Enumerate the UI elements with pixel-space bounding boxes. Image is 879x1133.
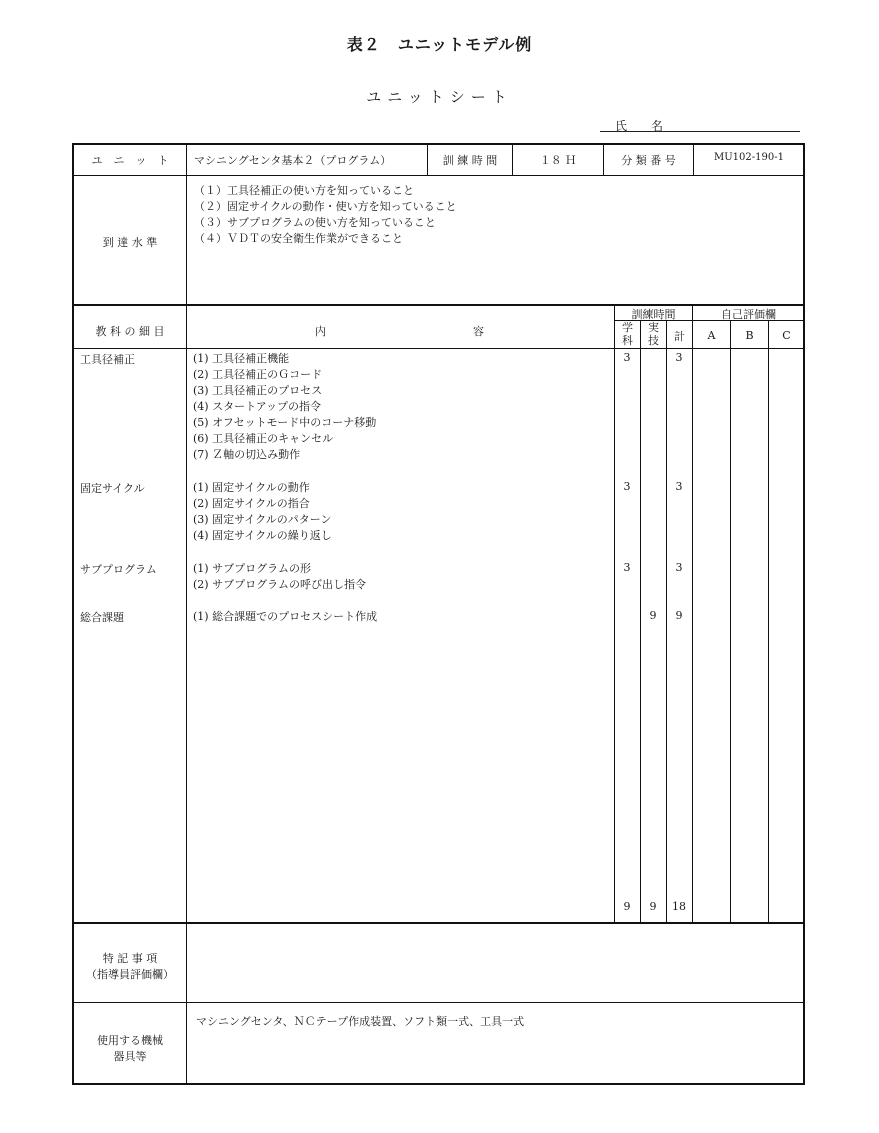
subject-content-list: [193, 561, 366, 593]
subject-content-list: [193, 609, 377, 625]
content-item: (5) オフセットモード中のコーナ移動: [193, 416, 377, 429]
eval-a-header: A: [707, 329, 716, 342]
content-item: (3) 工具径補正のプロセス: [193, 384, 323, 397]
theory-hours: 3: [623, 480, 631, 493]
practice-header-2: 技: [648, 334, 659, 347]
total-practice-hours: 9: [649, 900, 657, 913]
practice-header: [641, 321, 666, 347]
achievement-item: （１）工具径補正の使い方を知っていること: [194, 184, 414, 197]
achievement-label: 到 達 水 準: [102, 236, 158, 249]
total-hours: 9: [675, 609, 683, 622]
rule-header-bottom: [73, 175, 804, 176]
subject-content-list: [193, 480, 332, 544]
training-time-label: 訓 練 時 間: [442, 154, 498, 167]
total-hours: 3: [675, 351, 683, 364]
rule-remarks-bottom: [73, 1002, 804, 1003]
total-theory-hours: 9: [623, 900, 631, 913]
equipment-value: マシニングセンタ、ＮＣテープ作成装置、ソフト類一式、工具一式: [196, 1015, 525, 1028]
content-item: (1) サブプログラムの形: [193, 562, 311, 575]
unit-label: ユ ニ ッ ト: [91, 154, 169, 167]
equipment-label-2: 器具等: [113, 1050, 147, 1063]
rule-theory-col: [614, 305, 615, 922]
training-time-value: １８ Ｈ: [539, 154, 577, 167]
theory-header-1: 学: [622, 321, 633, 334]
content-header-2: 容: [473, 325, 484, 338]
total-header: 計: [674, 330, 685, 343]
content-item: (1) 固定サイクルの動作: [193, 481, 310, 494]
sheet-title: ユニットシート: [366, 88, 513, 106]
practice-header-1: 実: [648, 321, 659, 334]
training-time-header: 訓練時間: [631, 308, 676, 321]
self-eval-header: 自己評価欄: [721, 308, 776, 321]
achievement-item: （４）ＶＤＴの安全衛生作業ができること: [194, 232, 403, 245]
equipment-label-1: 使用する機械: [97, 1034, 163, 1047]
content-item: (2) 固定サイクルの指合: [193, 497, 310, 510]
grand-total-hours: 18: [672, 900, 686, 913]
total-hours: 3: [675, 480, 683, 493]
practice-hours: 9: [649, 609, 657, 622]
classification-value: MU102-190-1: [714, 152, 784, 163]
content-item: (1) 工具径補正機能: [193, 352, 290, 365]
content-item: (6) 工具径補正のキャンセル: [193, 432, 334, 445]
achievement-item: （３）サブプログラムの使い方を知っていること: [194, 216, 436, 229]
content-item: (7) Ｚ軸の切込み動作: [193, 448, 301, 461]
theory-header: [615, 321, 640, 347]
rule-eval-c-col: [768, 320, 769, 922]
rule-table-header-bottom: [73, 348, 804, 349]
content-item: (3) 固定サイクルのパターン: [193, 513, 332, 526]
theory-hours: 3: [623, 351, 631, 364]
eval-c-header: C: [782, 329, 791, 342]
achievement-list: [194, 183, 457, 247]
rule-label-column: [186, 144, 187, 1083]
name-field-line[interactable]: [600, 131, 800, 132]
subject-name: 固定サイクル: [80, 482, 145, 495]
content-item: (1) 総合課題でのプロセスシート作成: [193, 610, 378, 623]
rule-table-bottom: [73, 922, 804, 924]
page-title: 表２ ユニットモデル例: [346, 35, 533, 54]
subject-column-header: 教 科 の 細 目: [95, 325, 165, 338]
subject-name: 工具径補正: [80, 353, 135, 366]
content-item: (2) 工具径補正のＧコード: [193, 368, 323, 381]
remarks-label-2: （指導員評価欄）: [86, 968, 174, 981]
rule-eval-b-col: [730, 320, 731, 922]
eval-b-header: B: [745, 329, 754, 342]
remarks-label-1: 特 記 事 項: [102, 952, 158, 965]
theory-hours: 3: [623, 561, 631, 574]
content-header-1: 内: [315, 325, 326, 338]
name-label: 氏 名: [615, 119, 664, 133]
subject-name: 総合課題: [80, 611, 124, 624]
content-item: (4) 固定サイクルの繰り返し: [193, 529, 332, 542]
subject-name: サブプログラム: [80, 563, 157, 576]
content-item: (2) サブプログラムの呼び出し指令: [193, 578, 366, 591]
subject-content-list: [193, 351, 376, 463]
unit-name: マシニングセンタ基本２（プログラム）: [194, 154, 392, 167]
unit-sheet-frame: [72, 143, 805, 1085]
rule-eval-col: [692, 305, 693, 922]
total-hours: 3: [675, 561, 683, 574]
achievement-item: （２）固定サイクルの動作・使い方を知っていること: [194, 200, 457, 213]
theory-header-2: 科: [622, 334, 633, 347]
content-item: (4) スタートアップの指令: [193, 400, 321, 413]
classification-label: 分 類 番 号: [621, 154, 676, 167]
